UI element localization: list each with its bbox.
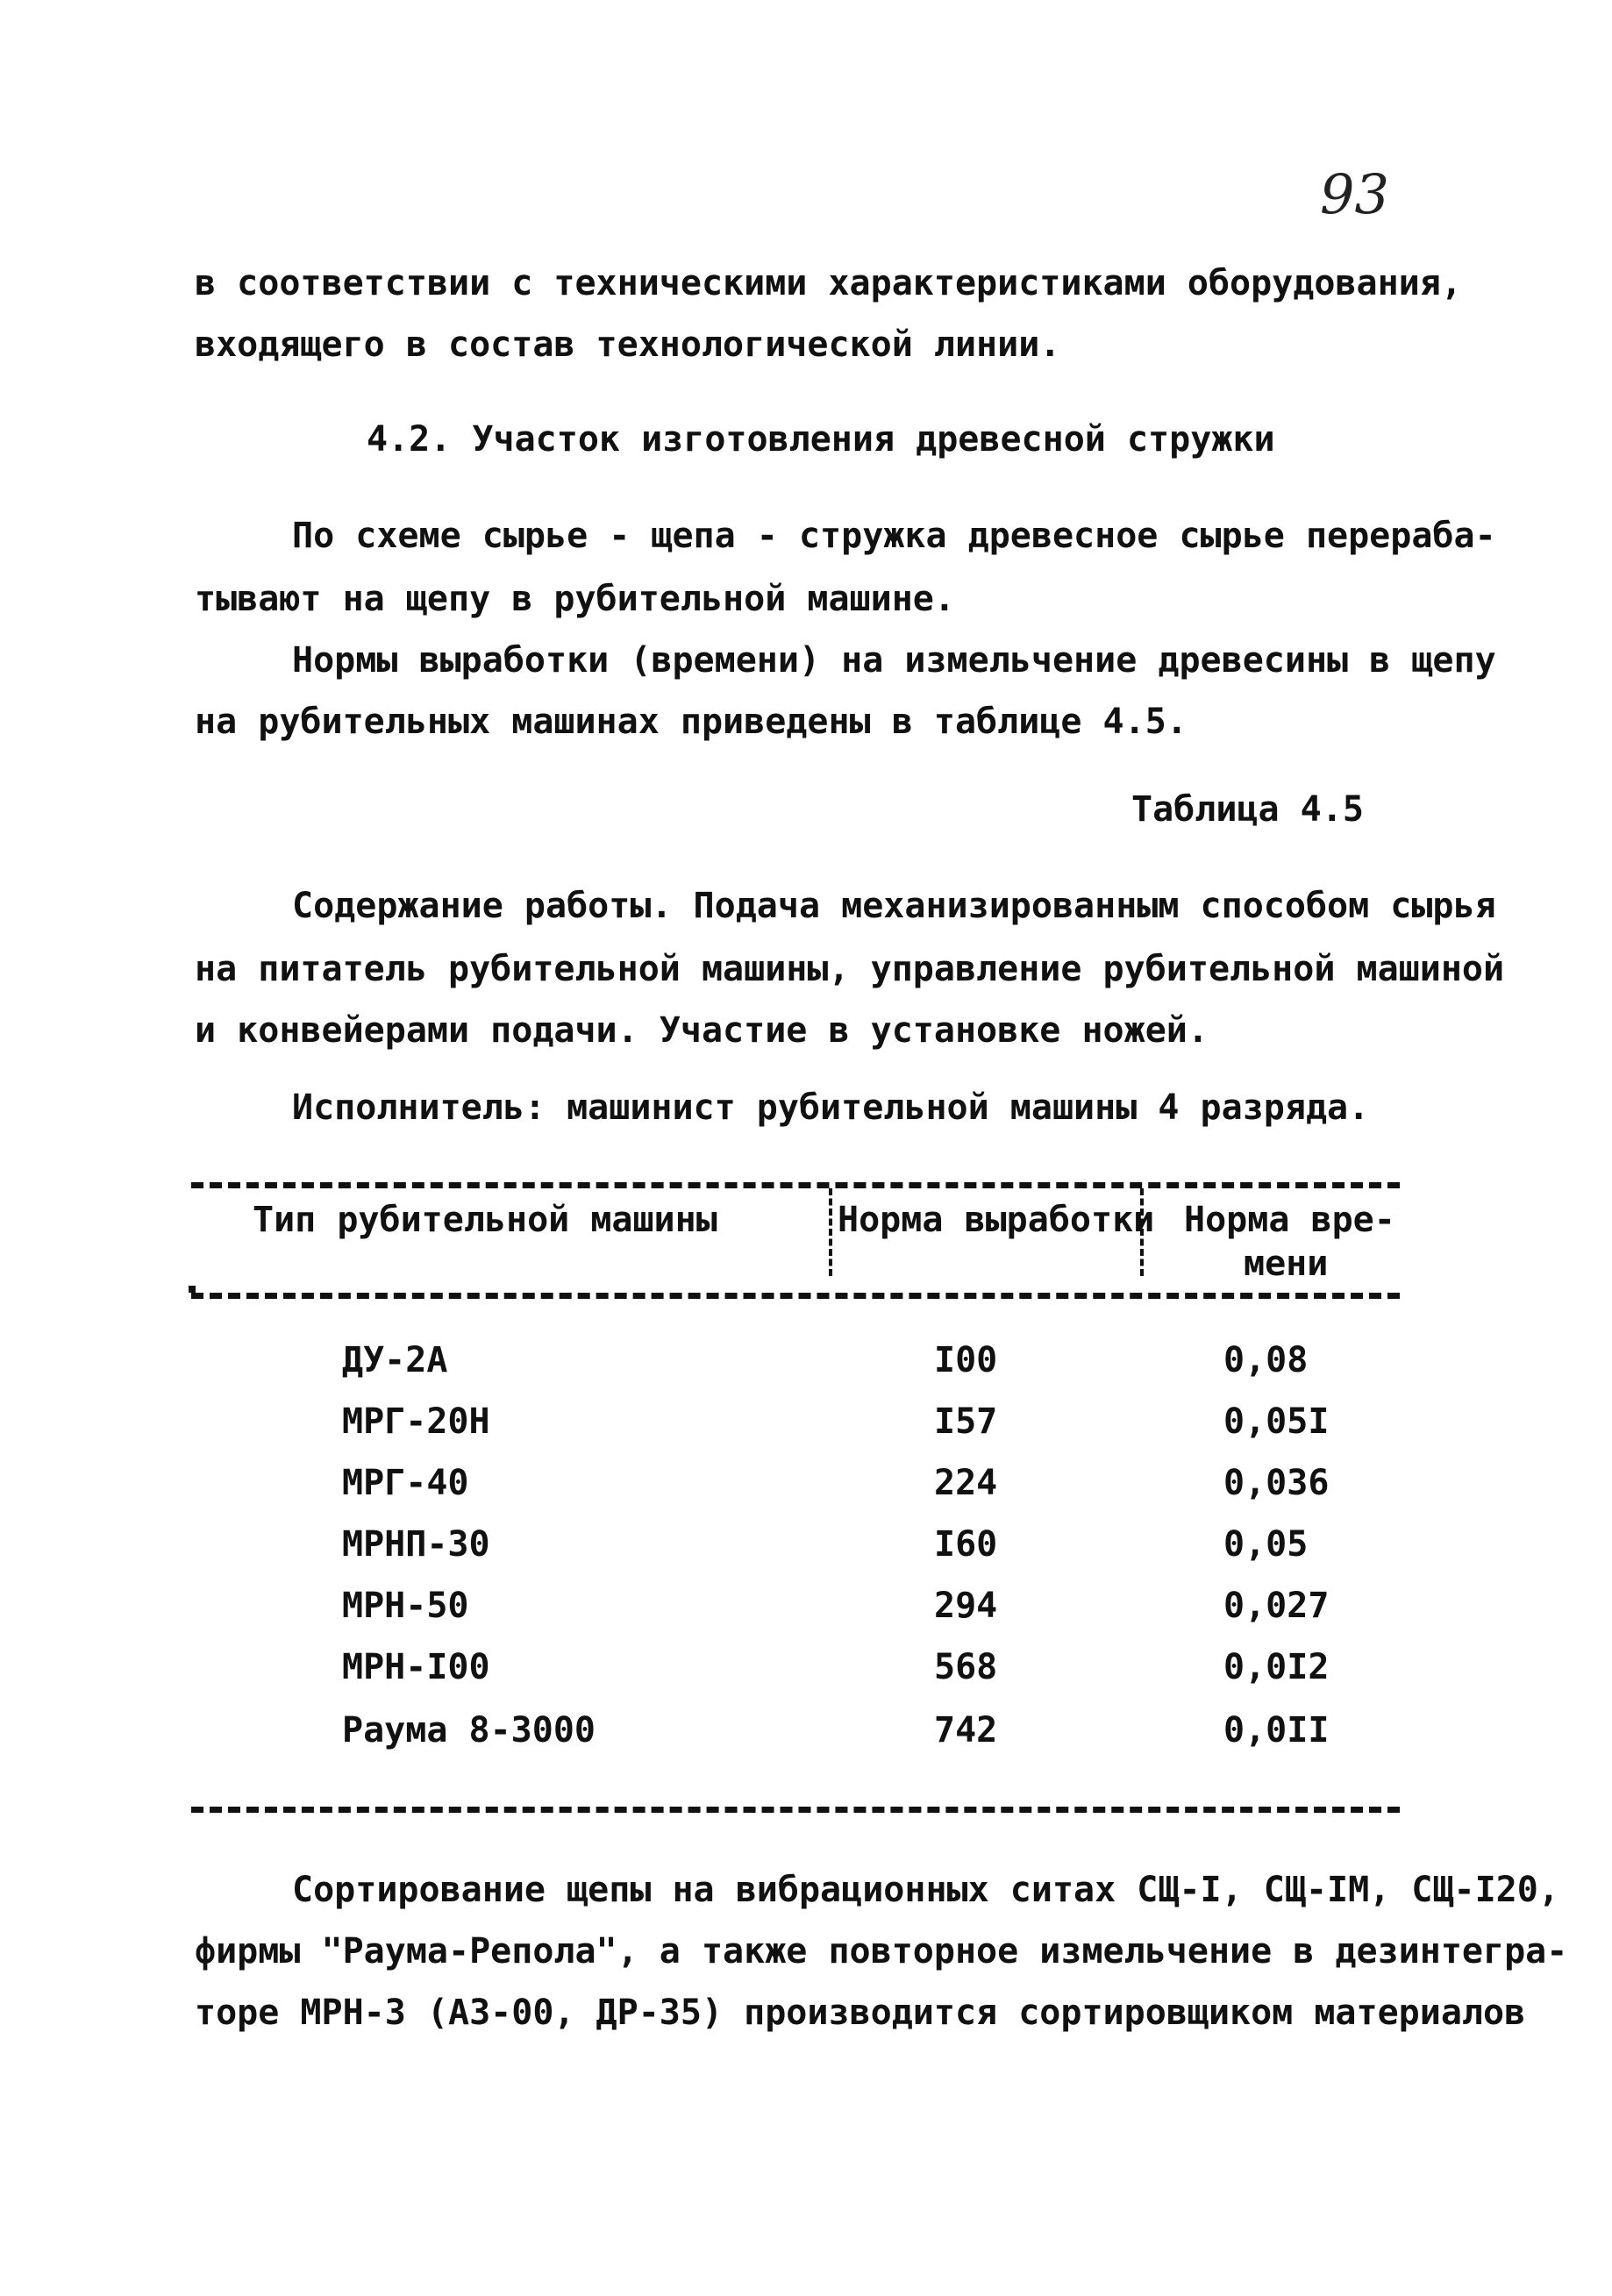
cell-machine-type: МРГ-20Н [342, 1401, 490, 1442]
header-time-norm-line1: Норма вре- [1184, 1200, 1395, 1240]
paragraph-line: и конвейерами подачи. Участие в установке ножей. [195, 1010, 1209, 1051]
cell-time-norm: 0,0I2 [1223, 1647, 1330, 1687]
cell-time-norm: 0,05 [1223, 1524, 1309, 1565]
paragraph-line: тывают на щепу в рубительной машине. [195, 579, 955, 619]
cell-output-norm: 224 [934, 1463, 998, 1503]
page-number: 93 [1320, 162, 1389, 226]
paragraph-line: Сортирование щепы на вибрационных ситах СЩ-I, СЩ-IМ, СЩ-I20, [292, 1870, 1559, 1910]
paragraph-line: Нормы выработки (времени) на измельчение древесины в щепу [292, 640, 1496, 681]
header-machine-type: Тип рубительной машины [253, 1200, 717, 1240]
cell-output-norm: 568 [934, 1647, 998, 1687]
paragraph-line: фирмы "Раума-Репола", а также повторное измельчение в дезинтегра- [195, 1931, 1568, 1972]
table-caption: Таблица 4.5 [1131, 789, 1364, 830]
cell-output-norm: 742 [934, 1710, 998, 1751]
cell-machine-type: ДУ-2А [342, 1340, 448, 1380]
cell-machine-type: МРН-I00 [342, 1647, 490, 1687]
paragraph-line: Содержание работы. Подача механизированным способом сырья [292, 886, 1496, 926]
table-top-rule [191, 1182, 1400, 1188]
paragraph-line: По схеме сырье - щепа - стружка древесное сырье перераба- [292, 516, 1496, 556]
cell-time-norm: 0,05I [1223, 1401, 1330, 1442]
table-bottom-rule [191, 1807, 1400, 1813]
cell-machine-type: МРНП-30 [342, 1524, 490, 1565]
header-output-norm: Норма выработки [838, 1200, 1155, 1240]
cell-machine-type: Раума 8-3000 [342, 1710, 596, 1751]
cell-output-norm: I00 [934, 1340, 998, 1380]
cell-machine-type: МРН-50 [342, 1586, 469, 1626]
cell-time-norm: 0,08 [1223, 1340, 1309, 1380]
table-header-rule [191, 1293, 1400, 1299]
column-separator [829, 1188, 832, 1276]
section-heading: 4.2. Участок изготовления древесной стружки [367, 419, 1275, 460]
cell-output-norm: I60 [934, 1524, 998, 1565]
paragraph-line: Исполнитель: машинист рубительной машины 4 разряда. [292, 1087, 1370, 1128]
cell-time-norm: 0,0II [1223, 1710, 1330, 1751]
cell-time-norm: 0,027 [1223, 1586, 1330, 1626]
paragraph-line: на питатель рубительной машины, управление рубительной машиной [195, 949, 1505, 989]
paragraph-line: торе МРН-3 (АЗ-00, ДР-35) производится сортировщиком материалов [195, 1993, 1526, 2033]
rule-mark [189, 1286, 196, 1293]
cell-time-norm: 0,036 [1223, 1463, 1330, 1503]
paragraph-line: входящего в состав технологической линии. [195, 324, 1061, 365]
cell-machine-type: МРГ-40 [342, 1463, 469, 1503]
cell-output-norm: I57 [934, 1401, 998, 1442]
paragraph-line: в соответствии с техническими характеристиками оборудования, [195, 263, 1462, 303]
cell-output-norm: 294 [934, 1586, 998, 1626]
paragraph-line: на рубительных машинах приведены в таблице 4.5. [195, 702, 1188, 742]
header-time-norm-line2: мени [1244, 1244, 1329, 1284]
